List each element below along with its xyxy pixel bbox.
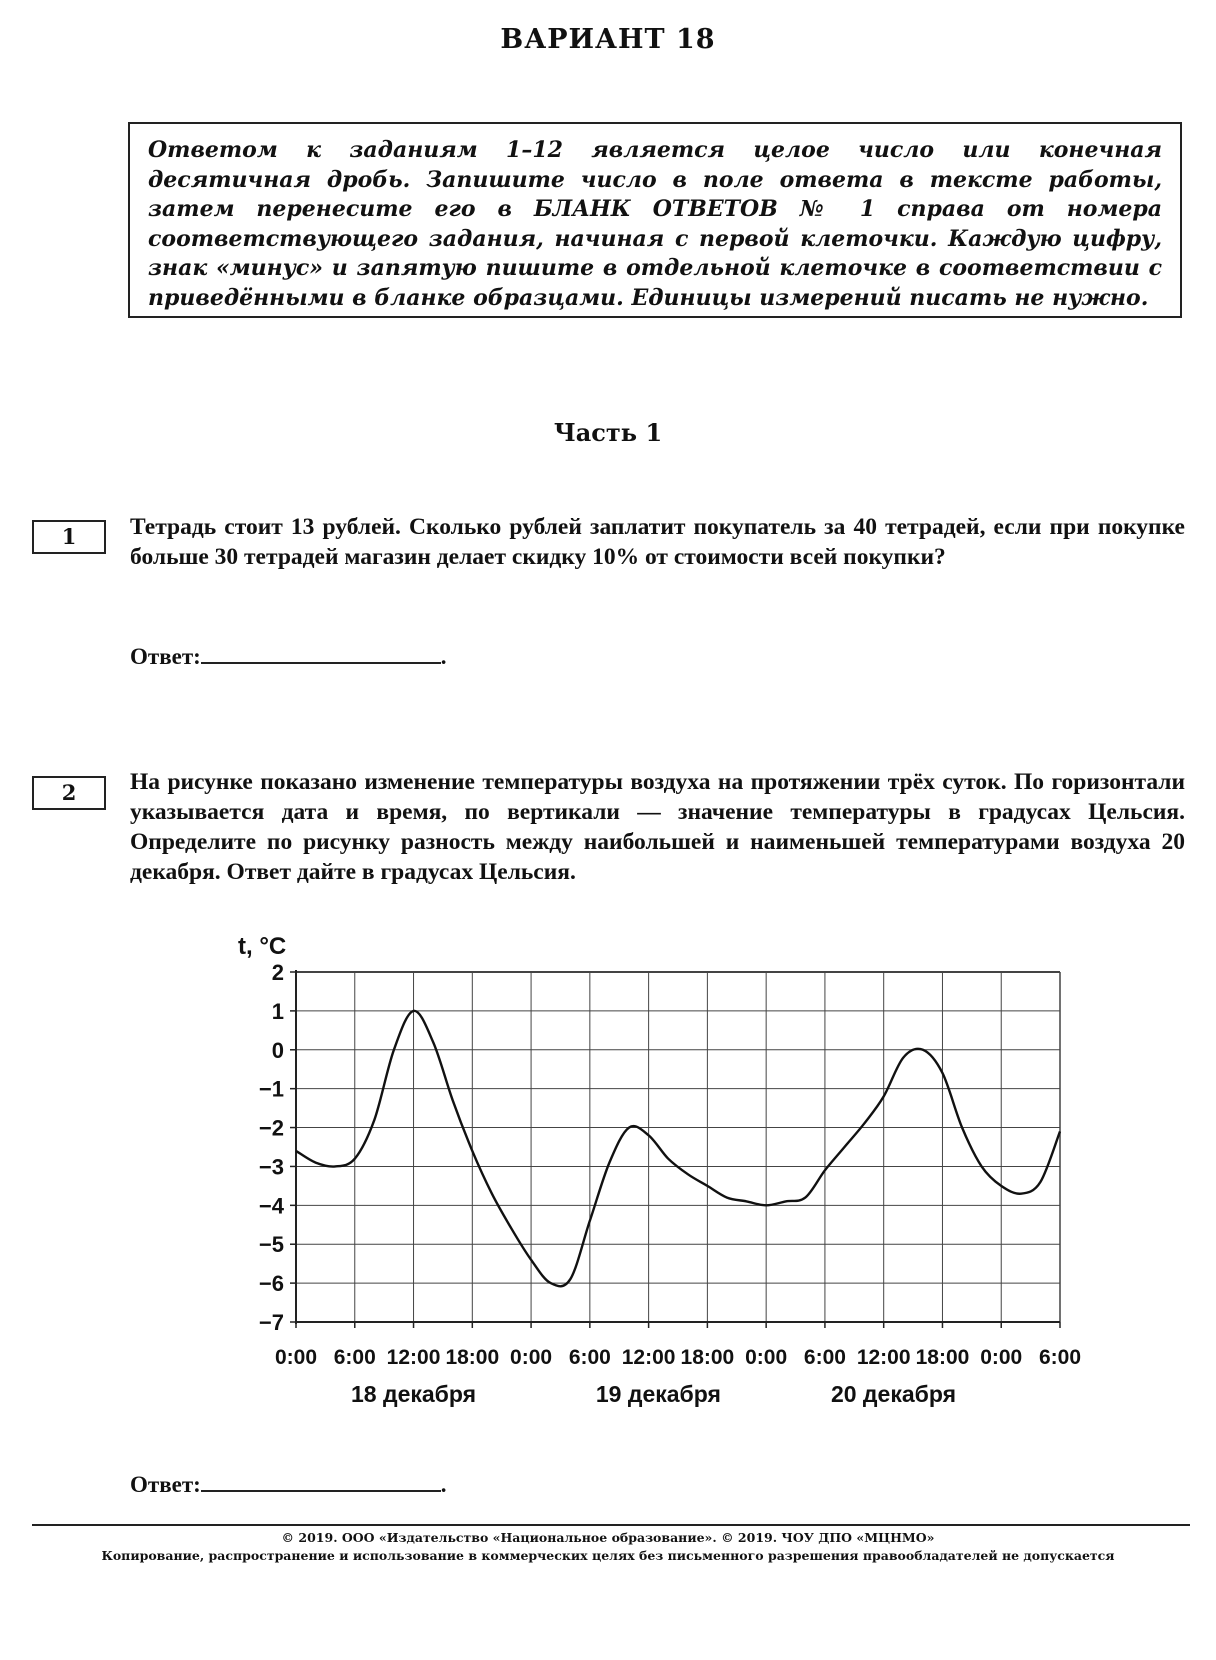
x-tick-label: 0:00: [980, 1346, 1023, 1369]
x-tick-label: 6:00: [803, 1346, 846, 1369]
day-label: 19 декабря: [595, 1381, 721, 1407]
task-2-text: На рисунке показано изменение температуры воздуха на протяжении трёх суток. По горизонтали указывается дата и время, по вертикали — значение температуры в градусах Цельсия. Определите по рисунку разность между наибольшей и наименьшей температурами воздуха 20 декабря. Ответ дайте в градусах Цельсия.: [130, 769, 1185, 885]
task-1-number: 1: [61, 524, 77, 549]
y-tick-label: −6: [258, 1271, 284, 1297]
x-tick-label: 12:00: [621, 1346, 676, 1369]
x-tick-label: 0:00: [274, 1346, 318, 1369]
task-1-answer: [130, 644, 447, 670]
page-title: ВАРИАНТ 18: [500, 24, 716, 55]
y-tick-label: 1: [271, 998, 284, 1024]
x-tick-label: 12:00: [386, 1346, 441, 1369]
x-tick-label: 6:00: [568, 1346, 611, 1369]
x-tick-label: 12:00: [856, 1346, 911, 1369]
task-1-answer-label: Ответ:: [130, 644, 201, 669]
y-tick-label: −7: [258, 1310, 284, 1335]
instructions-text: Ответом к заданиям 1–12 является целое число или конечная десятичная дробь. Запишите число в поле ответа в тексте работы, затем перенесите его в БЛАНК ОТВЕТОВ № 1 справа от номера соответствующего задания, начиная с первой клеточки. Каждую цифру, знак «минус» и запятую пишите в отдельной клеточке в соответствии с приведёнными в бланке образцами. Единицы измерений писать не нужно.: [148, 137, 1162, 311]
x-tick-label: 18:00: [680, 1346, 735, 1369]
temperature-chart: [0, 900, 1216, 1420]
task-1-answer-end: .: [440, 644, 447, 669]
part-title: Часть 1: [553, 418, 663, 447]
instructions-box: [128, 122, 1182, 318]
task-2-answer-line[interactable]: [201, 1472, 441, 1492]
y-tick-label: −5: [258, 1232, 284, 1258]
y-tick-label: −4: [258, 1193, 284, 1219]
task-2-answer-label: Ответ:: [130, 1472, 201, 1497]
x-tick-label: 0:00: [510, 1346, 553, 1369]
day-label: 20 декабря: [830, 1381, 957, 1407]
x-tick-label: 18:00: [445, 1346, 500, 1369]
y-tick-label: −3: [258, 1154, 284, 1180]
task-2-number-box: [32, 776, 106, 810]
y-tick-label: −1: [258, 1076, 284, 1102]
x-tick-label: 6:00: [333, 1346, 376, 1369]
footer-notice: Копирование, распространение и использование в коммерческих целях без письменного разрешения правообладателей не допускается: [101, 1548, 1115, 1563]
task-1-answer-line[interactable]: [201, 644, 441, 664]
temperature-series-line: [296, 1011, 1060, 1286]
footer-copyright: © 2019. ООО «Издательство «Национальное образование». © 2019. ЧОУ ДПО «МЦНМО»: [281, 1530, 935, 1545]
y-tick-label: 2: [271, 960, 284, 985]
x-tick-label: 6:00: [1038, 1346, 1082, 1369]
task-2-number: 2: [61, 780, 77, 805]
x-tick-label: 18:00: [915, 1346, 970, 1369]
task-1-number-box: [32, 520, 106, 554]
task-2-answer-end: .: [440, 1472, 447, 1497]
y-axis-label: t, °C: [238, 933, 287, 960]
x-tick-label: 0:00: [745, 1346, 788, 1369]
day-label: 18 декабря: [351, 1381, 477, 1407]
task-1-text: Тетрадь стоит 13 рублей. Сколько рублей заплатит покупатель за 40 тетрадей, если при покупке больше 30 тетрадей магазин делает скидку 10% от стоимости всей покупки?: [130, 514, 1185, 570]
footer-divider: [32, 1524, 1190, 1526]
y-tick-label: −2: [258, 1115, 284, 1141]
y-tick-label: 0: [271, 1037, 284, 1063]
task-2-answer: [130, 1472, 447, 1498]
